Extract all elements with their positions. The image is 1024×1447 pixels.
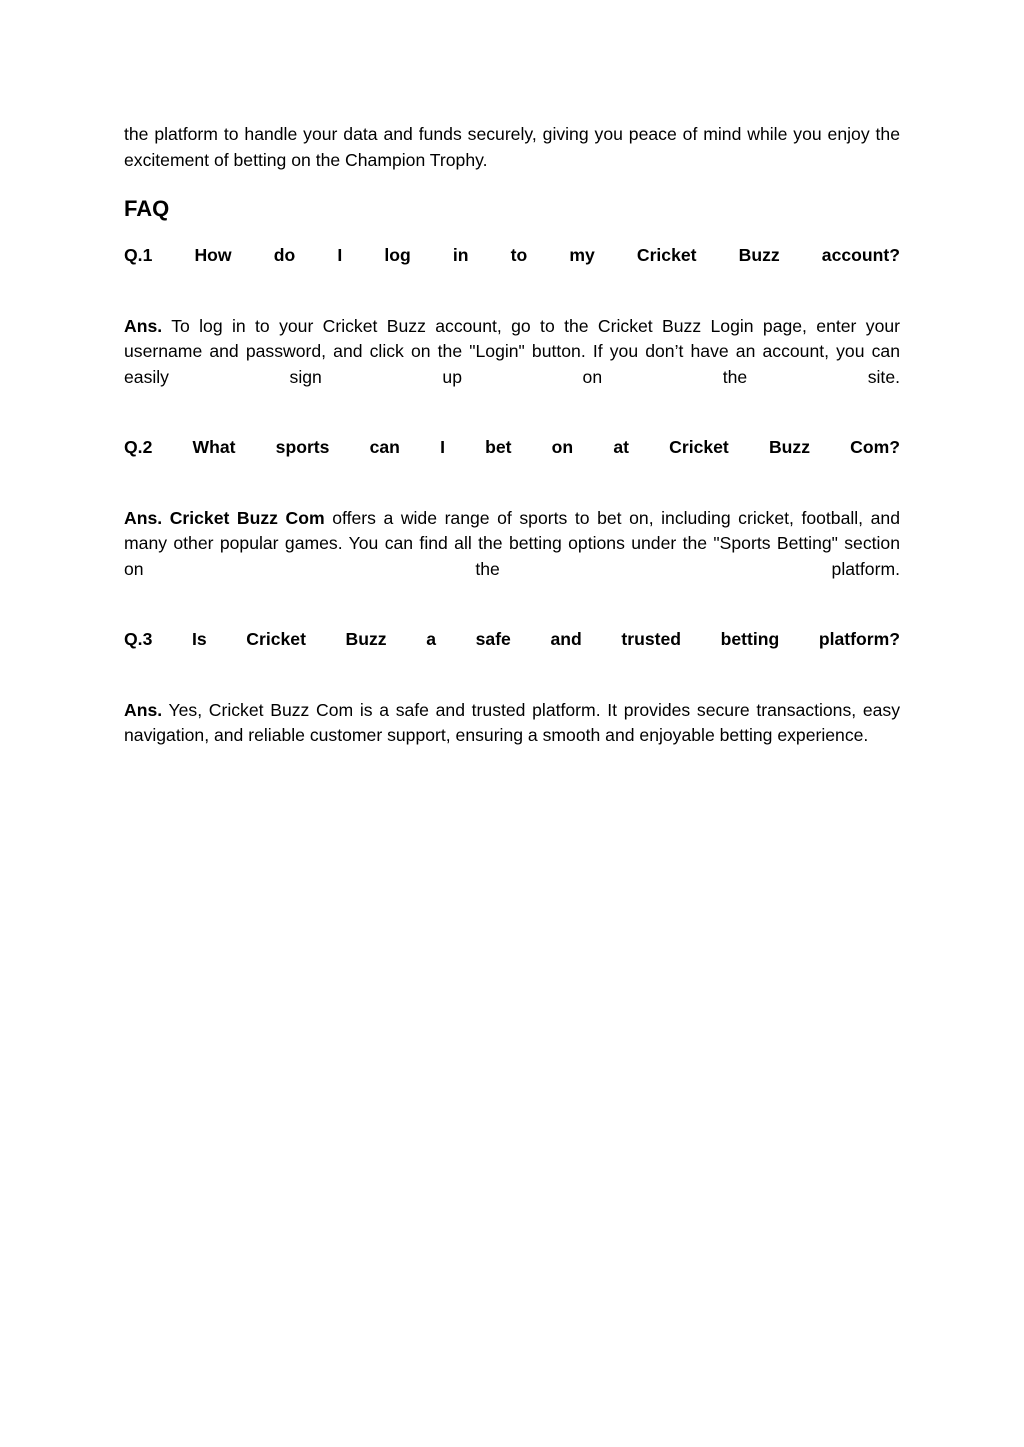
faq-question-3: Q.3 Is Cricket Buzz a safe and trusted betting platform? [124, 629, 900, 649]
intro-paragraph: the platform to handle your data and funds securely, giving you peace of mind while you enjoy the excitement of betting on the Champion Trophy. [124, 124, 900, 170]
faq-answer-2-label: Ans. Cricket Buzz Com [124, 507, 325, 528]
faq-answer-3-text: Yes, Cricket Buzz Com is a safe and trusted platform. It provides secure transactions, easy navigation, and reliable customer support, ensuring a smooth and enjoyable betting experience. [124, 699, 900, 745]
faq-question-1: Q.1 How do I log in to my Cricket Buzz account? [124, 245, 900, 265]
faq-question-2: Q.2 What sports can I bet on at Cricket Buzz Com? [124, 437, 900, 457]
faq-answer-2 [124, 506, 900, 583]
faq-answer-1-text: To log in to your Cricket Buzz account, go to the Cricket Buzz Login page, enter your username and password, and click on the "Login" button. If you don’t have an account, you can easily sign up on the site. [124, 315, 900, 387]
faq-answer-3 [124, 698, 900, 749]
document-page [124, 122, 900, 749]
faq-answer-1-label: Ans. [124, 315, 163, 336]
faq-heading: FAQ [124, 196, 170, 221]
faq-answer-1 [124, 314, 900, 391]
faq-answer-2-text: offers a wide range of sports to bet on, including cricket, football, and many other popular games. You can find all the betting options under the "Sports Betting" section on the platform. [124, 507, 900, 579]
faq-answer-3-label: Ans. [124, 699, 163, 720]
